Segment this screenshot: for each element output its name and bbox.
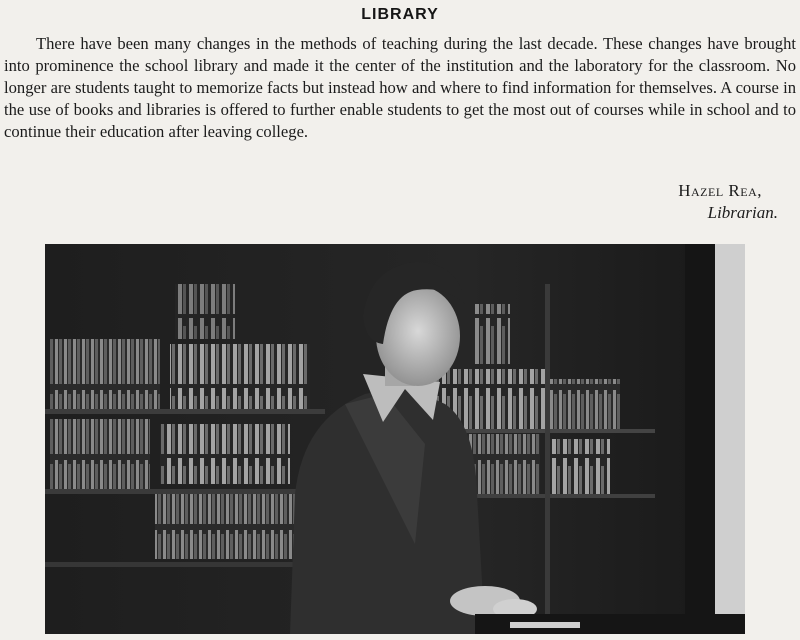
page-title: LIBRARY [361, 6, 439, 23]
librarian-photo [45, 244, 745, 634]
signature-name: Hazel Rea, [678, 181, 762, 200]
library-paragraph: There have been many changes in the methods of teaching during the last decade. These changes have brought into prominence the school library and made it the center of the institution and the laboratory for the classroom. No longer are students taught to memorize facts but instead how and where to find information for themselves. A course in the use of books and libraries is offered to further enable students to get the most out of courses while in school and to continue their education after leaving college. [4, 34, 796, 141]
signature-title: Librarian. [707, 203, 778, 222]
